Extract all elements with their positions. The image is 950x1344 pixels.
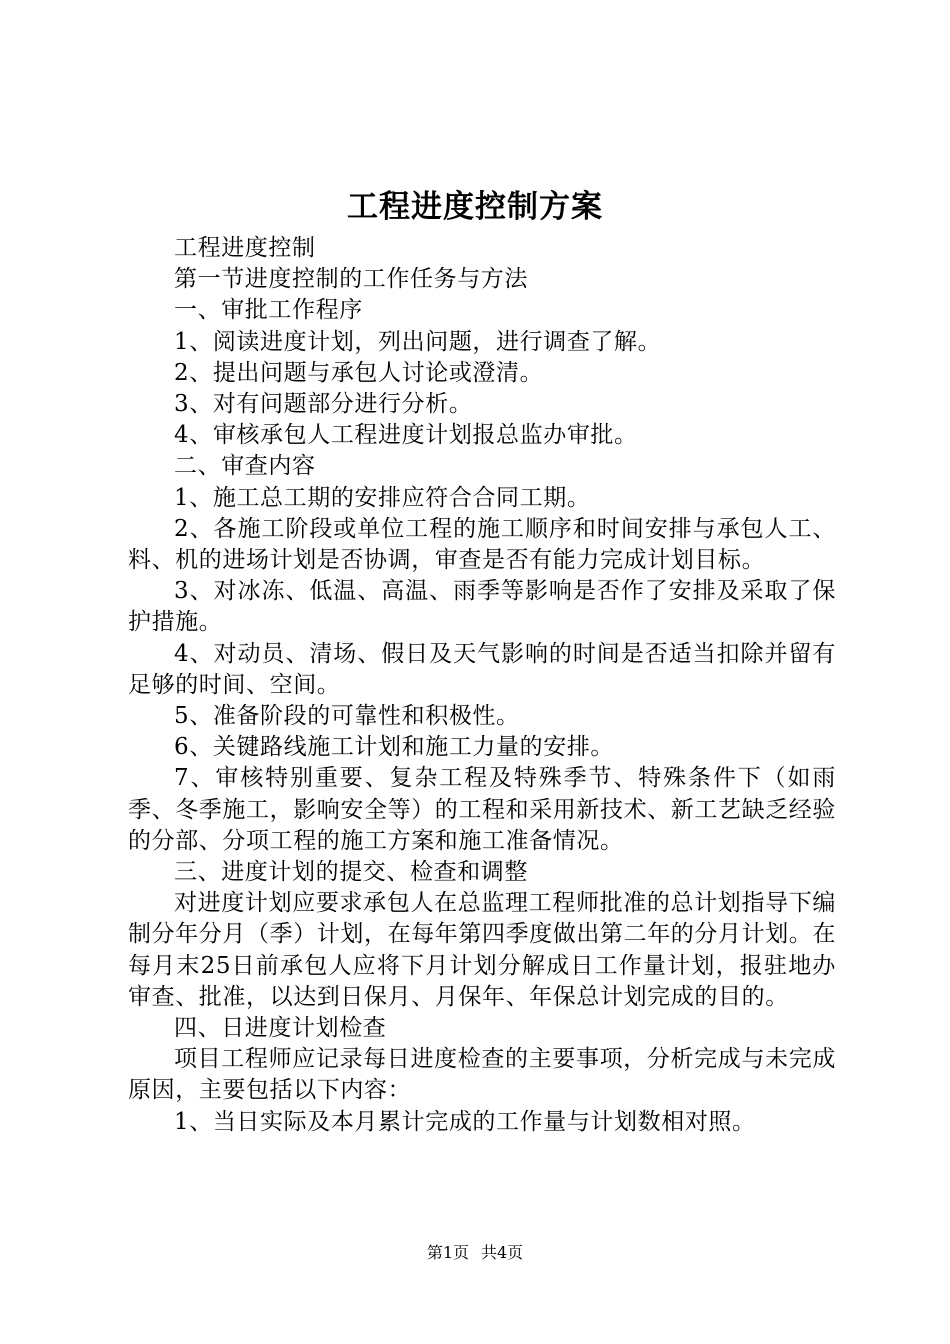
paragraph-item: 1、施工总工期的安排应符合合同工期。 <box>174 484 591 511</box>
paragraph-body: 项目工程师应记录每日进度检查的主要事项，分析完成与未完成原因，主要包括以下内容： <box>128 1046 836 1104</box>
paragraph-item: 4、审核承包人工程进度计划报总监办审批。 <box>174 422 638 449</box>
paragraph-heading-plan: 三、进度计划的提交、检查和调整 <box>174 859 528 886</box>
paragraph-body: 对进度计划应要求承包人在总监理工程师批准的总计划指导下编制分年分月（季）计划，在每年第四季度做出第二年的分月计划。在每月末25日前承包人应将下月计划分解成日工作量计划，报驻地办审查、批准，以达到日保月、月保年、年保总计划完成的目的。 <box>128 890 836 1010</box>
paragraph-item: 4、对动员、清场、假日及天气影响的时间是否适当扣除并留有足够的时间、空间。 <box>128 640 836 698</box>
paragraph-heading-review: 二、审查内容 <box>174 453 316 480</box>
paragraph-item: 1、当日实际及本月累计完成的工作量与计划数相对照。 <box>174 1108 756 1135</box>
page-number: 第1页 <box>426 1243 469 1262</box>
document-body <box>128 233 836 1138</box>
paragraph-item: 2、各施工阶段或单位工程的施工顺序和时间安排与承包人工、料、机的进场计划是否协调，审查是否有能力完成计划目标。 <box>128 515 836 574</box>
paragraph-item: 6、关键路线施工计划和施工力量的安排。 <box>174 734 615 761</box>
paragraph-section-1: 第一节进度控制的工作任务与方法 <box>174 266 528 293</box>
paragraph-heading-daily: 四、日进度计划检查 <box>174 1015 387 1042</box>
paragraph-item: 5、准备阶段的可靠性和积极性。 <box>174 703 520 730</box>
paragraph-item: 1、阅读进度计划，列出问题，进行调查了解。 <box>174 328 662 355</box>
paragraph-item: 2、提出问题与承包人讨论或澄清。 <box>174 359 544 386</box>
document-title: 工程进度控制方案 <box>347 189 603 225</box>
paragraph-heading-approval: 一、审批工作程序 <box>174 297 363 324</box>
paragraph-item: 3、对冰冻、低温、高温、雨季等影响是否作了安排及采取了保护措施。 <box>128 578 836 636</box>
paragraph-item: 7、审核特别重要、复杂工程及特殊季节、特殊条件下（如雨季、冬季施工，影响安全等）的工程和采用新技术、新工艺缺乏经验的分部、分项工程的施工方案和施工准备情况。 <box>128 765 836 854</box>
paragraph-item: 3、对有问题部分进行分析。 <box>174 391 473 418</box>
page-footer <box>0 1242 950 1264</box>
paragraph-heading-main: 工程进度控制 <box>174 235 316 261</box>
page-total: 共4页 <box>481 1243 524 1262</box>
